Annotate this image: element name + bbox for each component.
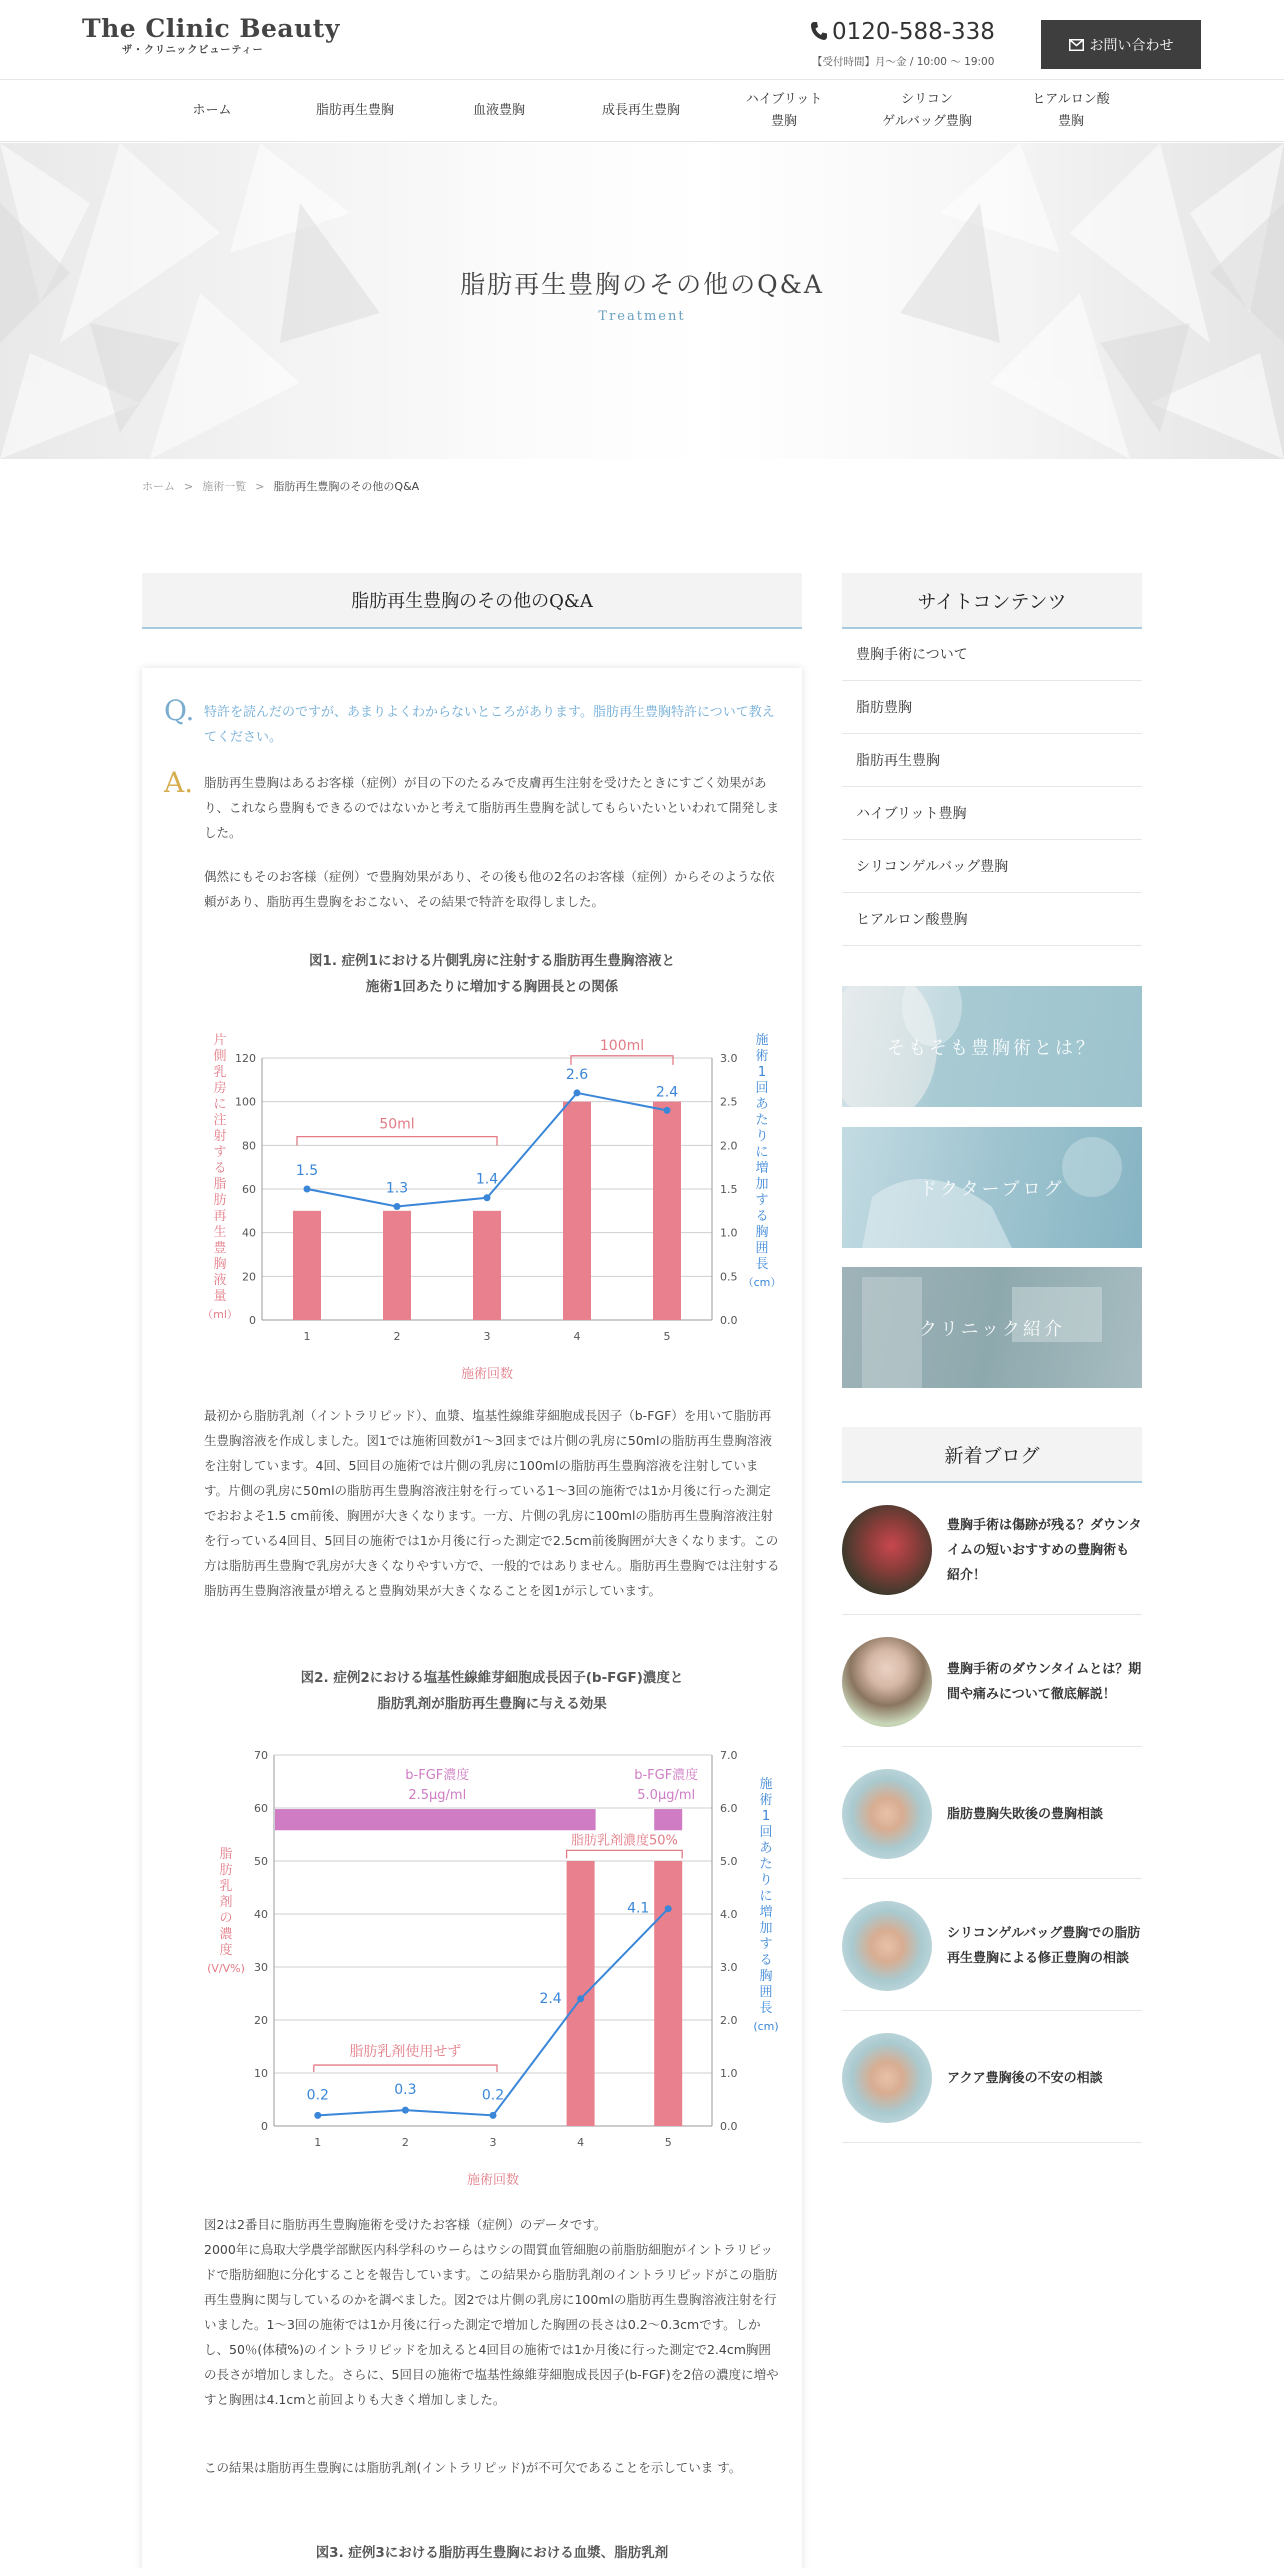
y2-tick-label: 2.5 [720,1095,738,1109]
figure-2-chart [200,1740,790,2200]
x-tick-label: 2 [401,2136,409,2149]
y-axis-label: 乳 [213,1065,227,1080]
y-axis-label: 注 [213,1113,227,1128]
data-label: 2.4 [655,1084,679,1101]
y2-tick-label: 2.0 [720,1139,738,1153]
bracket [567,1850,683,1858]
y2-axis-label: 増 [755,1161,769,1176]
banner-label: クリニック紹介 [919,1318,1065,1340]
blog-title: アクア豊胸後の不安の相談 [947,2070,1103,2086]
y-axis-label: 濃 [219,1927,233,1942]
blog-heading: 新着ブログ [842,1427,1142,1483]
sidebar-heading: サイトコンテンツ [842,573,1142,629]
figure-3-title: 図3. 症例3における脂肪再生豊胸における血漿、脂肪乳剤 [315,2545,669,2561]
y-axis-label: 乳 [219,1879,233,1894]
y-axis-label: す [213,1145,227,1160]
y2-tick-label: 1.0 [720,1226,738,1240]
y2-axis-label: 施 [759,1777,773,1792]
y-tick-label: 80 [242,1139,256,1153]
y2-axis-label: 胸 [759,1969,773,1984]
x-tick-label: 2 [393,1330,401,1343]
y-axis-label: に [213,1097,227,1112]
data-label: 2.6 [565,1066,589,1083]
y2-axis-label: 回 [759,1825,773,1840]
data-point [402,2107,409,2114]
data-point [394,1203,401,1210]
blog-item[interactable] [842,1483,1142,1615]
y2-axis-label: 胸 [755,1225,769,1240]
y2-axis-unit: (cm) [753,2020,779,2033]
y-axis-unit: (V/V%) [207,1962,245,1975]
banner-clinic-intro[interactable] [842,1267,1142,1388]
y-tick-label: 60 [254,1802,268,1815]
bfgf-band [654,1809,682,1830]
y-tick-label: 20 [242,1270,256,1284]
annotation-label: b-FGF濃度 [405,1768,470,1784]
y2-tick-label: 0.0 [720,1314,738,1327]
main-section-heading: 脂肪再生豊胸のその他のQ&A [142,573,802,629]
y-axis-label: 肪 [219,1863,233,1878]
data-label: 1.3 [385,1180,409,1197]
figure-2-explanation-2: 2000年に鳥取大学農学部獣医内科学科のウーらはウシの間質血管細胞の前脂肪細胞がイントラリピッドで脂肪細胞に分化することを報告しています。この結果から脂肪乳剤のイントラリピッドがこの脂肪再生豊胸に関与しているのかを調べました。図2では片側の乳房に100mlの脂肪再生豊胸溶液注射を行いました。1～3回の施術では1か月後に行った測定で増加した胸囲の長さは0.2～0.3cmです。しかし、50％(体積%)のイントラリピッドを加えると4回目の施術では1か月後に行った測定で2.4cm胸囲の長さが増加しました。さらに、5回目の施術で塩基性線維芽細胞成長因子(b-FGF)を2倍の濃度に増やすと胸囲は4.1cmと前回よりも大きく増加しました。 [204,2242,779,2407]
y2-axis-label: 施 [755,1033,769,1048]
y-axis-label: 脂 [219,1847,233,1862]
y2-tick-label: 2.0 [720,2014,738,2027]
nav-item-growth-regeneration[interactable]: 成長再生豊胸 [601,103,680,118]
y2-axis-label: 術 [755,1049,769,1064]
x-tick-label: 1 [303,1330,311,1343]
blog-item[interactable] [842,1747,1142,1879]
x-axis-label: 施術回数 [466,2173,520,2188]
data-label: 4.1 [627,1900,650,1917]
y2-axis-label: る [755,1209,769,1224]
y2-axis-label: す [759,1937,773,1952]
banner-label: そもそも豊胸術とは？ [887,1037,1097,1059]
bar [383,1211,411,1320]
hero-banner [0,143,1284,459]
y2-axis-label: 1 [761,1809,771,1824]
bracket [314,2065,497,2072]
y-tick-label: 0 [261,2120,268,2133]
annotation-label: 5.0μg/ml [637,1788,696,1804]
y2-axis-label: 加 [759,1921,773,1936]
data-label: 2.4 [539,1990,562,2007]
banner-doctor-blog[interactable] [842,1127,1142,1248]
y2-tick-label: 0.5 [720,1270,738,1284]
nav-item-hybrid[interactable]: ハイブリット 豊胸 [745,92,823,129]
nav-item-hyaluronic[interactable]: ヒアルロン酸 豊胸 [1032,92,1110,129]
y2-axis-label: る [759,1953,773,1968]
y-axis-label: 液 [213,1273,227,1288]
figure-1-title-line2: 施術1回あたりに増加する胸囲長との関係 [365,979,619,995]
y-axis-label: 側 [213,1049,227,1064]
y-tick-label: 40 [242,1226,256,1240]
y2-axis-label: 長 [755,1257,769,1272]
blog-item[interactable] [842,1879,1142,2011]
question-text: 特許を読んだのですが、あまりよくわからないところがあります。脂肪再生豊胸特許について教えてください。 [204,705,775,745]
hero-pattern [0,143,1284,459]
y2-tick-label: 5.0 [720,1855,738,1868]
y-tick-label: 60 [242,1183,256,1196]
blog-thumbnail [842,1901,932,1991]
y2-axis-label: り [755,1129,769,1144]
y2-axis-label: す [755,1193,769,1208]
blog-thumbnail [842,2033,932,2123]
nav-item-fat-regeneration[interactable]: 脂肪再生豊胸 [315,103,394,118]
y-tick-label: 100 [235,1095,256,1109]
y2-axis-label: 長 [759,2001,773,2016]
sidebar-item-silicone[interactable]: シリコンゲルバッグ豊胸 [842,840,1142,893]
nav-item-blood[interactable]: 血液豊胸 [472,103,525,118]
site-logo-sub: ザ・クリニックビューティー [122,45,264,56]
site-header [0,0,1284,80]
breadcrumb [142,478,419,494]
hero-title: 脂肪再生豊胸のその他のQ&A [460,270,824,299]
figure-2-explanation-1: 図2は2番目に脂肪再生豊胸施術を受けたお客様（症例）のデータです。 [204,2217,607,2232]
bracket [571,1056,673,1065]
blog-thumbnail [842,1769,932,1859]
x-tick-label: 1 [314,2136,322,2149]
breadcrumb-list[interactable]: 施術一覧 [202,480,247,493]
breadcrumb-current: 脂肪再生豊胸のその他のQ&A [273,480,420,493]
data-point [484,1194,491,1201]
sidebar-item-breast-surgery[interactable]: 豊胸手術について [842,628,1142,681]
banner-what-is-breast-augmentation[interactable] [842,986,1142,1107]
data-label: 1.4 [475,1171,499,1188]
bar [653,1102,681,1320]
y-axis-label: る [213,1161,227,1176]
y2-tick-label: 3.0 [720,1961,738,1974]
hero-subtitle: Treatment [598,309,686,324]
sidebar-item-fat[interactable]: 脂肪豊胸 [842,681,1142,734]
breadcrumb-home[interactable]: ホーム [142,480,175,493]
annotation-label: 2.5μg/ml [408,1788,467,1804]
y2-tick-label: 1.5 [720,1183,738,1196]
y2-axis-label: あ [755,1097,769,1112]
y-axis-label: 胸 [213,1257,227,1272]
x-tick-label: 3 [489,2136,497,2149]
data-point [664,1107,671,1114]
blog-item[interactable] [842,2011,1142,2143]
y2-axis-label: あ [759,1841,773,1856]
y-tick-label: 120 [235,1052,256,1065]
y2-axis-label: た [755,1113,769,1128]
y-tick-label: 50 [254,1855,268,1868]
y-axis-label: 度 [219,1943,233,1958]
blog-title: 豊胸手術は傷跡が残る？ダウンタイムの短いおすすめの豊胸術も紹介！ [947,1517,1142,1583]
figure-2-title-line1: 図2. 症例2における塩基性線維芽細胞成長因子(b-FGF)濃度と [300,1670,684,1686]
y-axis-label: 肪 [213,1193,227,1208]
sidebar-item-fat-regeneration[interactable]: 脂肪再生豊胸 [842,734,1142,787]
x-axis-label: 施術回数 [460,1367,514,1382]
y-tick-label: 0 [249,1314,256,1327]
business-hours: 【受付時間】月～金 / 10:00 ～ 19:00 [812,56,995,68]
phone-number[interactable] [810,19,995,45]
y-axis-label: 房 [213,1081,227,1096]
blog-title: シリコンゲルバッグ豊胸での脂肪再生豊胸による修正豊胸の相談 [947,1926,1141,1966]
figure-1-chart [200,1020,790,1400]
data-point [577,1995,584,2002]
answer-paragraph-2: 偶然にもそのお客様（症例）で豊胸効果があり、その後も他の2名のお客様（症例）からそのような依頼があり、脂肪再生豊胸をおこない、その結果で特許を取得しました。 [204,869,775,909]
data-point [304,1186,311,1193]
y-axis-label: 量 [213,1289,227,1304]
bar [563,1102,591,1320]
y-axis-label: 生 [213,1225,227,1240]
y2-axis-label: に [759,1889,773,1904]
y-axis-label: 片 [213,1033,227,1048]
global-nav [0,80,1284,142]
y2-axis-label: た [759,1857,773,1872]
bar [473,1211,501,1320]
y2-axis-label: に [755,1145,769,1160]
nav-item-silicone[interactable]: シリコン ゲルバッグ豊胸 [882,92,972,129]
y-axis-label: 脂 [213,1177,227,1192]
mail-icon [1069,39,1084,51]
blog-thumbnail [842,1637,932,1727]
y2-axis-label: り [759,1873,773,1888]
y2-tick-label: 4.0 [720,1908,738,1921]
answer-paragraph-1: 脂肪再生豊胸はあるお客様（症例）が目の下のたるみで皮膚再生注射を受けたときにすごく効果があり、これなら豊胸もできるのではないかと考えて脂肪再生豊胸を試してもらいたいといわれて開発しました。 [204,775,780,840]
phone-icon [810,21,828,41]
question-mark: Q. [164,694,195,727]
x-tick-label: 5 [663,1330,671,1343]
y2-axis-label: 囲 [759,1985,773,2000]
y-tick-label: 10 [254,2067,268,2080]
data-label: 0.2 [481,2087,505,2104]
sidebar-item-hybrid[interactable]: ハイブリット豊胸 [842,787,1142,840]
x-tick-label: 4 [573,1330,581,1343]
breadcrumb-separator: > [255,480,265,493]
data-label: 0.3 [394,2082,417,2099]
bfgf-band [275,1809,596,1830]
bracket [297,1137,497,1146]
y2-tick-label: 0.0 [720,2120,738,2133]
y2-axis-label: 囲 [755,1241,769,1256]
y2-axis-label: 加 [755,1177,769,1192]
phone-number-text: 0120-588-338 [832,19,995,45]
breadcrumb-separator: > [184,480,194,493]
y-axis-label: 再 [213,1209,227,1224]
blog-thumbnail [842,1505,932,1595]
contact-button[interactable] [1041,20,1201,69]
annotation-label: 脂肪乳剤濃度50% [570,1833,678,1849]
x-tick-label: 3 [483,1330,491,1343]
annotation-label: b-FGF濃度 [634,1768,699,1784]
annotation-label: 50ml [379,1116,415,1133]
y-axis-label: 豊 [213,1241,227,1256]
banner-label: ドクターブログ [919,1178,1065,1200]
figure-2-title-line2: 脂肪乳剤が脂肪再生豊胸に与える効果 [377,1696,607,1712]
y-axis-label: の [219,1911,233,1926]
y2-tick-label: 6.0 [720,1802,738,1815]
y-tick-label: 40 [254,1908,268,1921]
site-logo[interactable]: The Clinic Beauty [82,14,340,43]
data-point [490,2112,497,2119]
y2-axis-unit: （cm） [742,1276,782,1289]
bar [567,1861,595,2126]
sidebar-item-hyaluronic[interactable]: ヒアルロン酸豊胸 [842,893,1142,946]
figure-2-explanation-3: この結果は脂肪再生豊胸には脂肪乳剤(イントラリピッド)が不可欠であることを示していま す。 [204,2460,742,2475]
data-point [314,2112,321,2119]
y-tick-label: 30 [254,1961,268,1974]
series-line [318,1909,668,2116]
y2-axis-label: 増 [759,1905,773,1920]
bar [654,1861,682,2126]
x-tick-label: 5 [664,2136,672,2149]
data-label: 0.2 [306,2087,329,2104]
annotation-label: 100ml [599,1037,645,1054]
y-axis-unit: （ml） [202,1308,238,1321]
y2-tick-label: 7.0 [720,1749,738,1762]
blog-item[interactable] [842,1615,1142,1747]
blog-title: 豊胸手術のダウンタイムとは？期間や痛みについて徹底解説！ [947,1662,1142,1702]
data-label: 1.5 [295,1163,319,1179]
y-axis-label: 射 [213,1129,227,1144]
data-point [665,1905,672,1912]
y-axis-label: 剤 [219,1895,233,1910]
bar [293,1211,321,1320]
y2-axis-label: 回 [755,1081,769,1096]
figure-1-title-line1: 図1. 症例1における片側乳房に注射する脂肪再生豊胸溶液と [308,953,676,969]
nav-item-home[interactable]: ホーム [192,103,232,118]
blog-title: 脂肪豊胸失敗後の豊胸相談 [947,1806,1104,1822]
contact-button-label: お問い合わせ [1089,37,1174,54]
answer-mark: A. [164,766,194,799]
data-point [574,1089,581,1096]
y2-tick-label: 3.0 [720,1052,738,1065]
y-tick-label: 70 [254,1749,268,1762]
y2-tick-label: 1.0 [720,2067,738,2080]
figure-1-explanation: 最初から脂肪乳剤（イントラリピッド）、血漿、塩基性線維芽細胞成長因子（b-FGF）を用いて脂肪再生豊胸溶液を作成しました。図1では施術回数が1～3回までは片側の乳房に50mlの脂肪再生豊胸溶液を注射しています。4回、5回目の施術では片側の乳房に100mlの脂肪再生豊胸溶液を注射しています。片側の乳房に50mlの脂肪再生豊胸溶液注射を行っている1～3回の施術では1か月後に行った測定でおおよそ1.5 cm前後、胸囲が大きくなります。一方、片側の乳房に100mlの脂肪再生豊胸溶液注射を行っている4回目、5回目の施術では1か月後に行った測定で2.5cm前後胸囲が大きくなります。この方は脂肪再生豊胸で乳房が大きくなりやすい方で、一般的ではありません。脂肪再生豊胸では注射する脂肪再生豊胸溶液量が増えると豊胸効果が大きくなることを図1が示しています。 [204,1408,780,1598]
y-tick-label: 20 [254,2014,268,2027]
y2-axis-label: 1 [757,1065,767,1080]
x-tick-label: 4 [577,2136,585,2149]
y2-axis-label: 術 [759,1793,773,1808]
annotation-label: 脂肪乳剤使用せず [349,2044,462,2061]
